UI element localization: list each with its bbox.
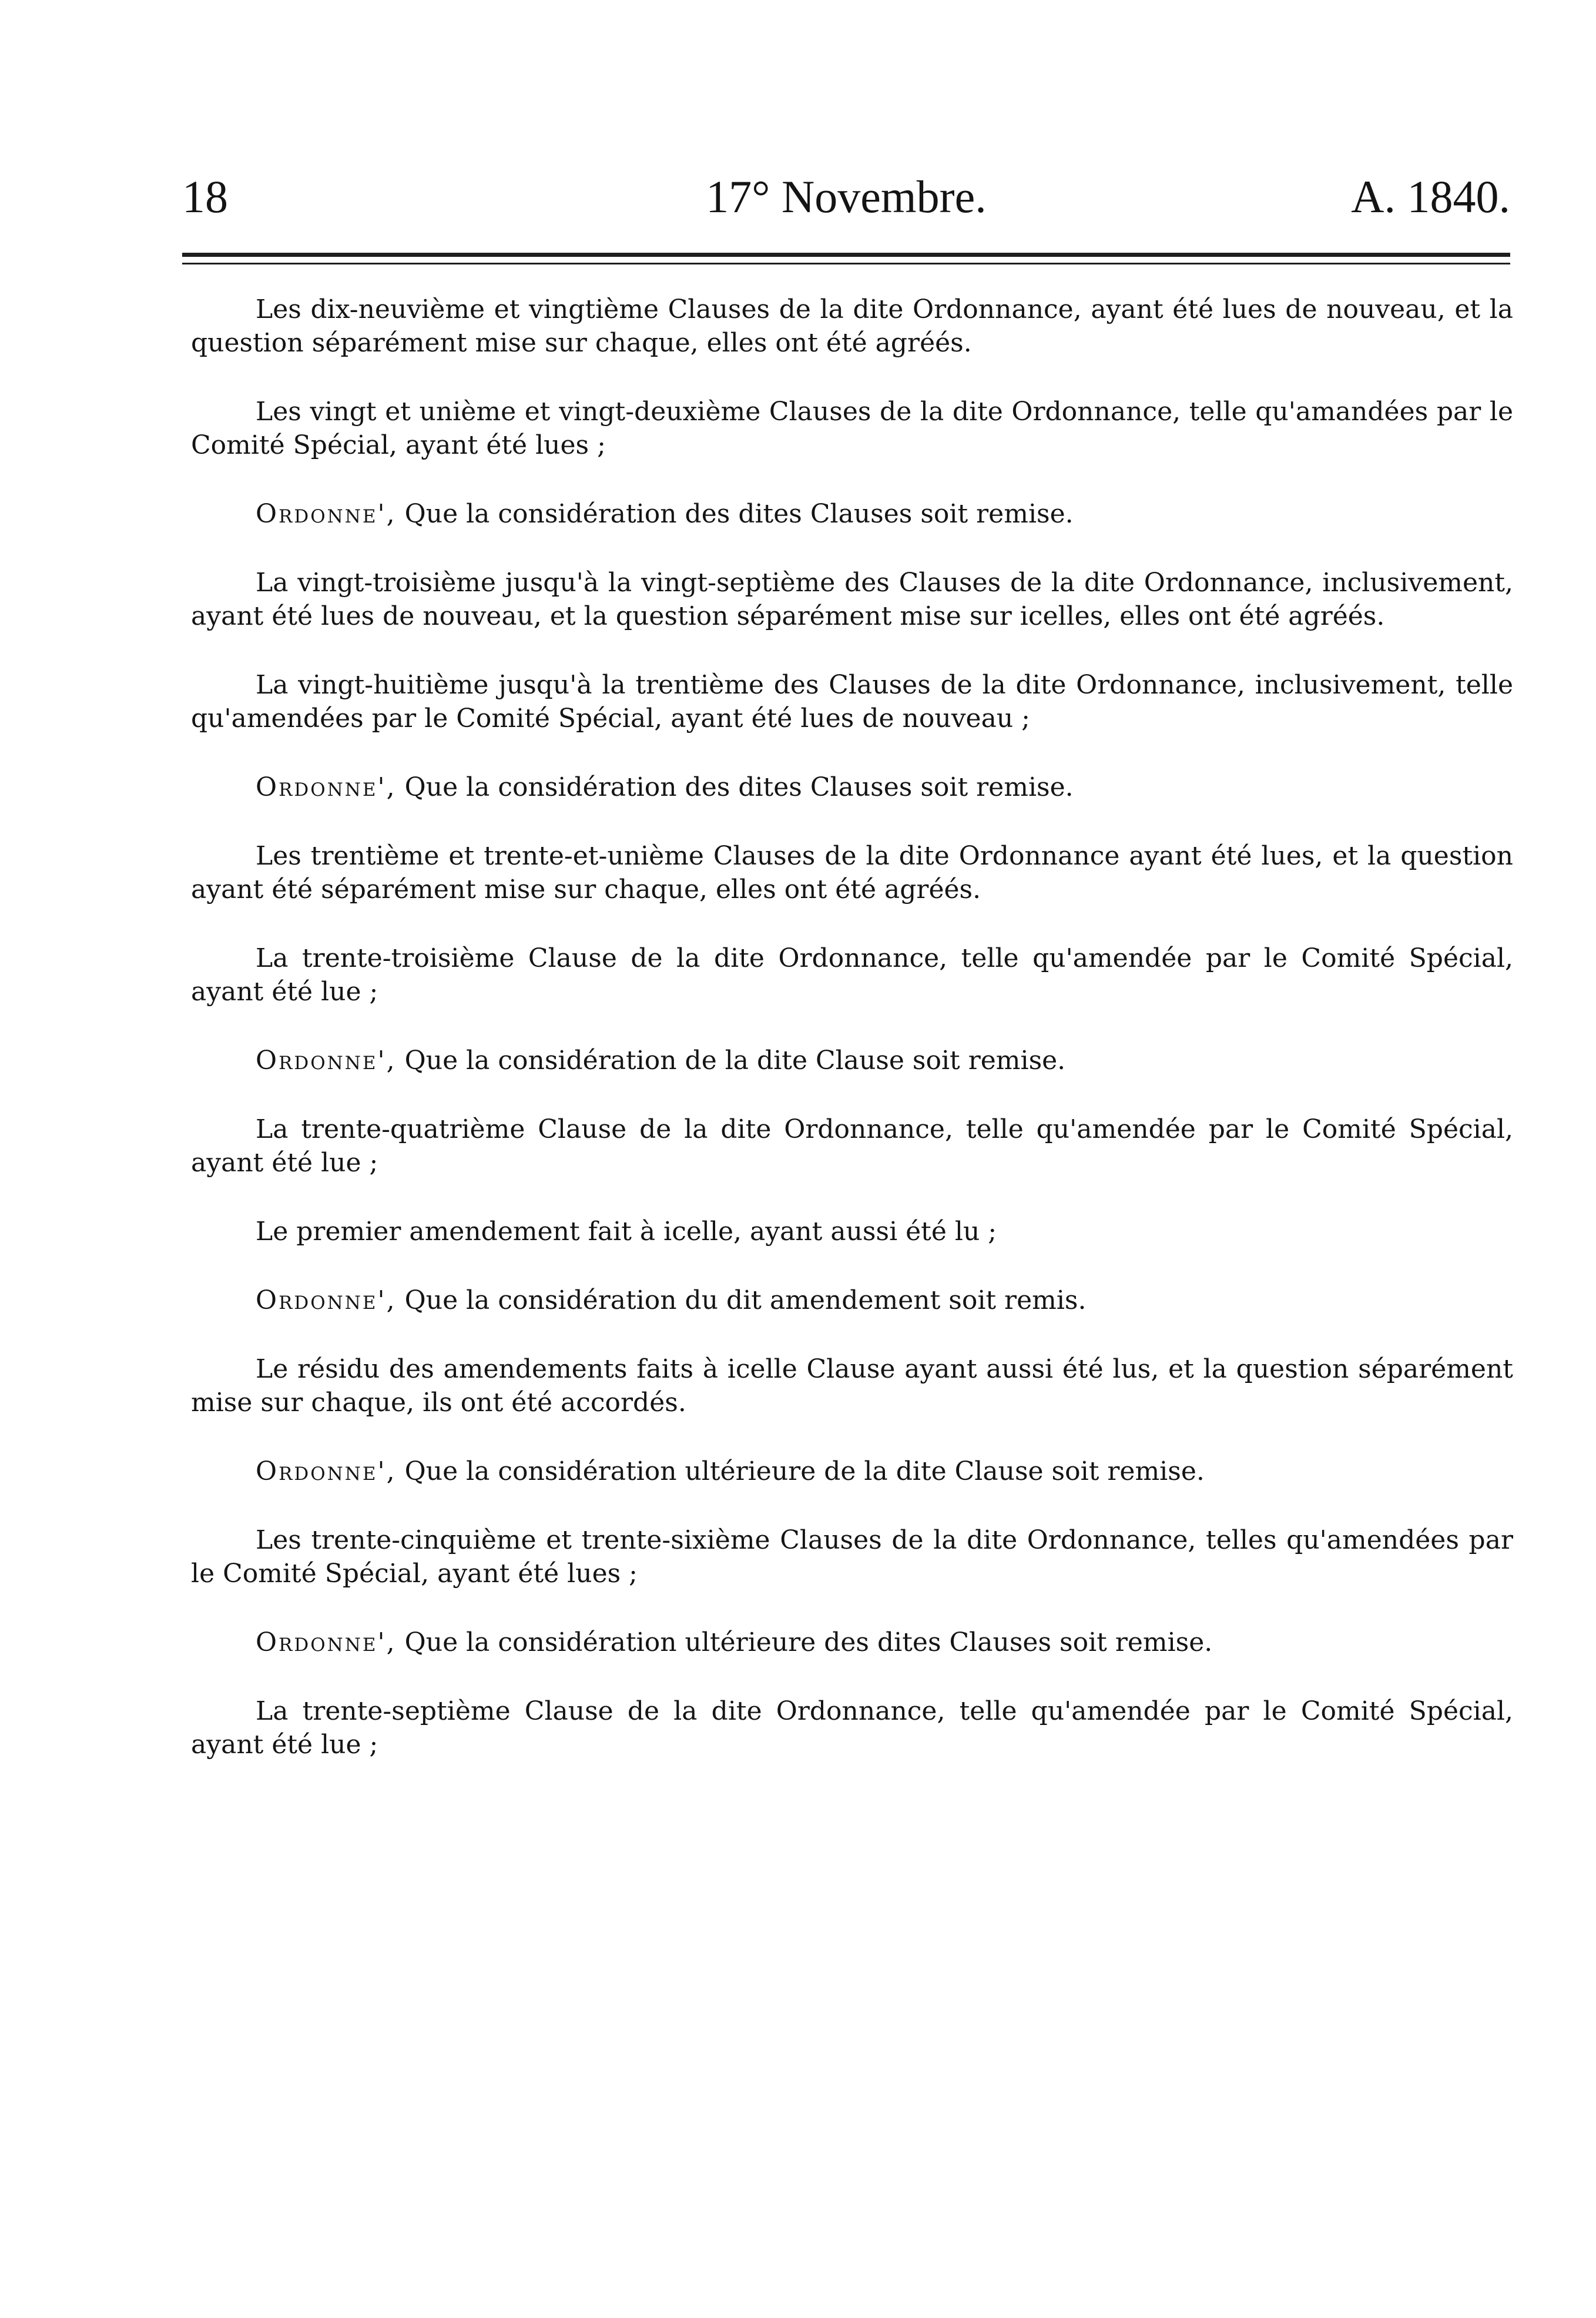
paragraph: La trente-troisième Clause de la dite Ordonnance, telle qu'amendée par le Comité Spécial, ayant été lue ;: [191, 943, 1513, 1007]
ordonne-label: Ordonne',: [256, 499, 397, 529]
ordonne-text: Que la considération de la dite Clause soit remise.: [404, 1046, 1066, 1076]
ordonne-label: Ordonne',: [256, 1456, 397, 1486]
ordonne-paragraph: [191, 1044, 1513, 1077]
paragraph: Les vingt et unième et vingt-deuxième Clauses de la dite Ordonnance, telle qu'amandées par le Comité Spécial, ayant été lues ;: [191, 397, 1513, 460]
paragraph: Les trente-cinquième et trente-sixième Clauses de la dite Ordonnance, telles qu'amendées par le Comité Spécial, ayant été lues ;: [191, 1525, 1513, 1589]
ordonne-text: Que la considération du dit amendement soit remis.: [404, 1285, 1087, 1315]
paragraph: Le résidu des amendements faits à icelle Clause ayant aussi été lus, et la question séparément mise sur chaque, ils ont été accordés.: [191, 1354, 1513, 1418]
ordonne-label: Ordonne',: [256, 1046, 397, 1076]
header-rule-thin: [182, 263, 1510, 264]
body-text: [191, 293, 1513, 1797]
ordonne-label: Ordonne',: [256, 1627, 397, 1657]
ordonne-paragraph: [191, 771, 1513, 804]
running-title: 17° Novembre.: [706, 171, 987, 222]
ordonne-label: Ordonne',: [256, 772, 397, 802]
year-label: A. 1840.: [1351, 171, 1510, 222]
header-rule-thick: [182, 253, 1510, 257]
ordonne-text: Que la considération des dites Clauses soit remise.: [404, 499, 1074, 529]
ordonne-label: Ordonne',: [256, 1285, 397, 1315]
paragraph: Le premier amendement fait à icelle, ayant aussi été lu ;: [256, 1217, 997, 1247]
ordonne-text: Que la considération ultérieure de la dite Clause soit remise.: [404, 1456, 1205, 1486]
paragraph: Les trentième et trente-et-unième Clauses de la dite Ordonnance ayant été lues, et la question ayant été séparément mise sur chaque, elles ont été agréés.: [191, 841, 1513, 905]
paragraph: La trente-quatrième Clause de la dite Ordonnance, telle qu'amendée par le Comité Spécial, ayant été lue ;: [191, 1114, 1513, 1178]
ordonne-text: Que la considération ultérieure des dites Clauses soit remise.: [404, 1627, 1213, 1657]
page-number: 18: [182, 171, 228, 222]
ordonne-paragraph: [191, 497, 1513, 531]
paragraph: La vingt-troisième jusqu'à la vingt-septième des Clauses de la dite Ordonnance, inclusivement, ayant été lues de nouveau, et la question séparément mise sur icelles, elles ont été agréés.: [191, 568, 1513, 631]
paragraph: La trente-septième Clause de la dite Ordonnance, telle qu'amendée par le Comité Spécial, ayant été lue ;: [191, 1696, 1513, 1760]
ordonne-paragraph: [191, 1284, 1513, 1317]
paragraph: Les dix-neuvième et vingtième Clauses de la dite Ordonnance, ayant été lues de nouveau, et la question séparément mise sur chaque, elles ont été agréés.: [191, 294, 1513, 358]
ordonne-paragraph: [191, 1455, 1513, 1488]
paragraph: La vingt-huitième jusqu'à la trentième des Clauses de la dite Ordonnance, inclusivement, telle qu'amendées par le Comité Spécial, ayant été lues de nouveau ;: [191, 670, 1513, 733]
ordonne-paragraph: [191, 1626, 1513, 1659]
page-header: [182, 165, 1510, 229]
ordonne-text: Que la considération des dites Clauses soit remise.: [404, 772, 1074, 802]
